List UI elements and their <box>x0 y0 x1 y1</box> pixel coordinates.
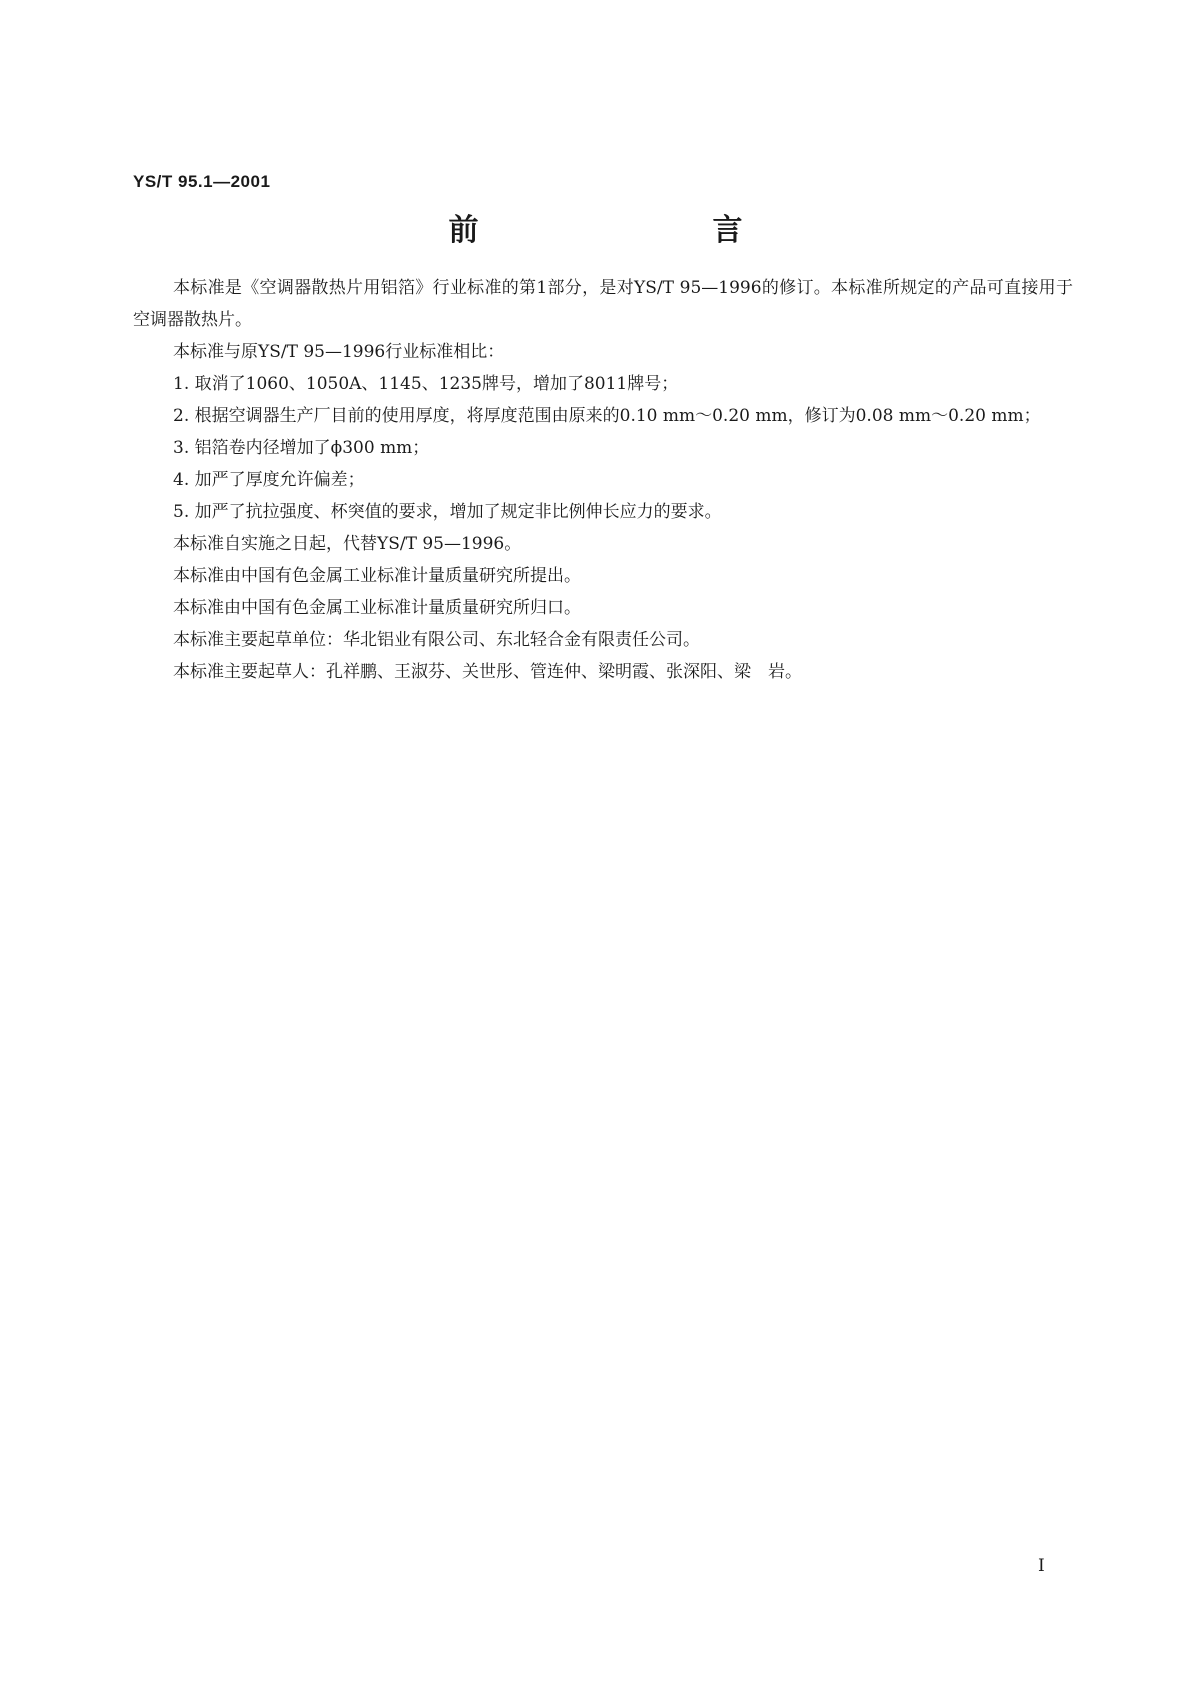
list-item-3: 3. 铝箔卷内径增加了ϕ300 mm； <box>173 438 430 458</box>
paragraph-replaces: 本标准自实施之日起，代替YS/T 95—1996。 <box>173 534 522 554</box>
list-item-5: 5. 加严了抗拉强度、杯突值的要求，增加了规定非比例伸长应力的要求。 <box>173 502 722 522</box>
paragraph-proposed-by: 本标准由中国有色金属工业标准计量质量研究所提出。 <box>173 566 581 586</box>
page-title: 前 言 <box>448 213 801 248</box>
paragraph-managed-by: 本标准由中国有色金属工业标准计量质量研究所归口。 <box>173 598 581 618</box>
foreword-body <box>133 272 1073 688</box>
list-item-4: 4. 加严了厚度允许偏差； <box>173 470 365 490</box>
page-number: I <box>1038 1556 1045 1576</box>
paragraph-comparison-lead: 本标准与原YS/T 95—1996行业标准相比： <box>173 342 505 362</box>
paragraph-drafters: 本标准主要起草人：孔祥鹏、王淑芬、关世彤、管连仲、梁明霞、张深阳、梁 岩。 <box>173 662 802 682</box>
paragraph-drafting-units: 本标准主要起草单位：华北铝业有限公司、东北轻合金有限责任公司。 <box>173 630 700 650</box>
paragraph-intro: 本标准是《空调器散热片用铝箔》行业标准的第1部分，是对YS/T 95—1996的修订。本标准所规定的产品可直接用于空调器散热片。 <box>133 278 1073 330</box>
list-item-1: 1. 取消了1060、1050A、1145、1235牌号，增加了8011牌号； <box>173 374 679 394</box>
standard-code: YS/T 95.1—2001 <box>133 172 271 191</box>
list-item-2: 2. 根据空调器生产厂目前的使用厚度，将厚度范围由原来的0.10 mm～0.20 mm，修订为0.08 mm～0.20 mm； <box>173 406 1041 426</box>
